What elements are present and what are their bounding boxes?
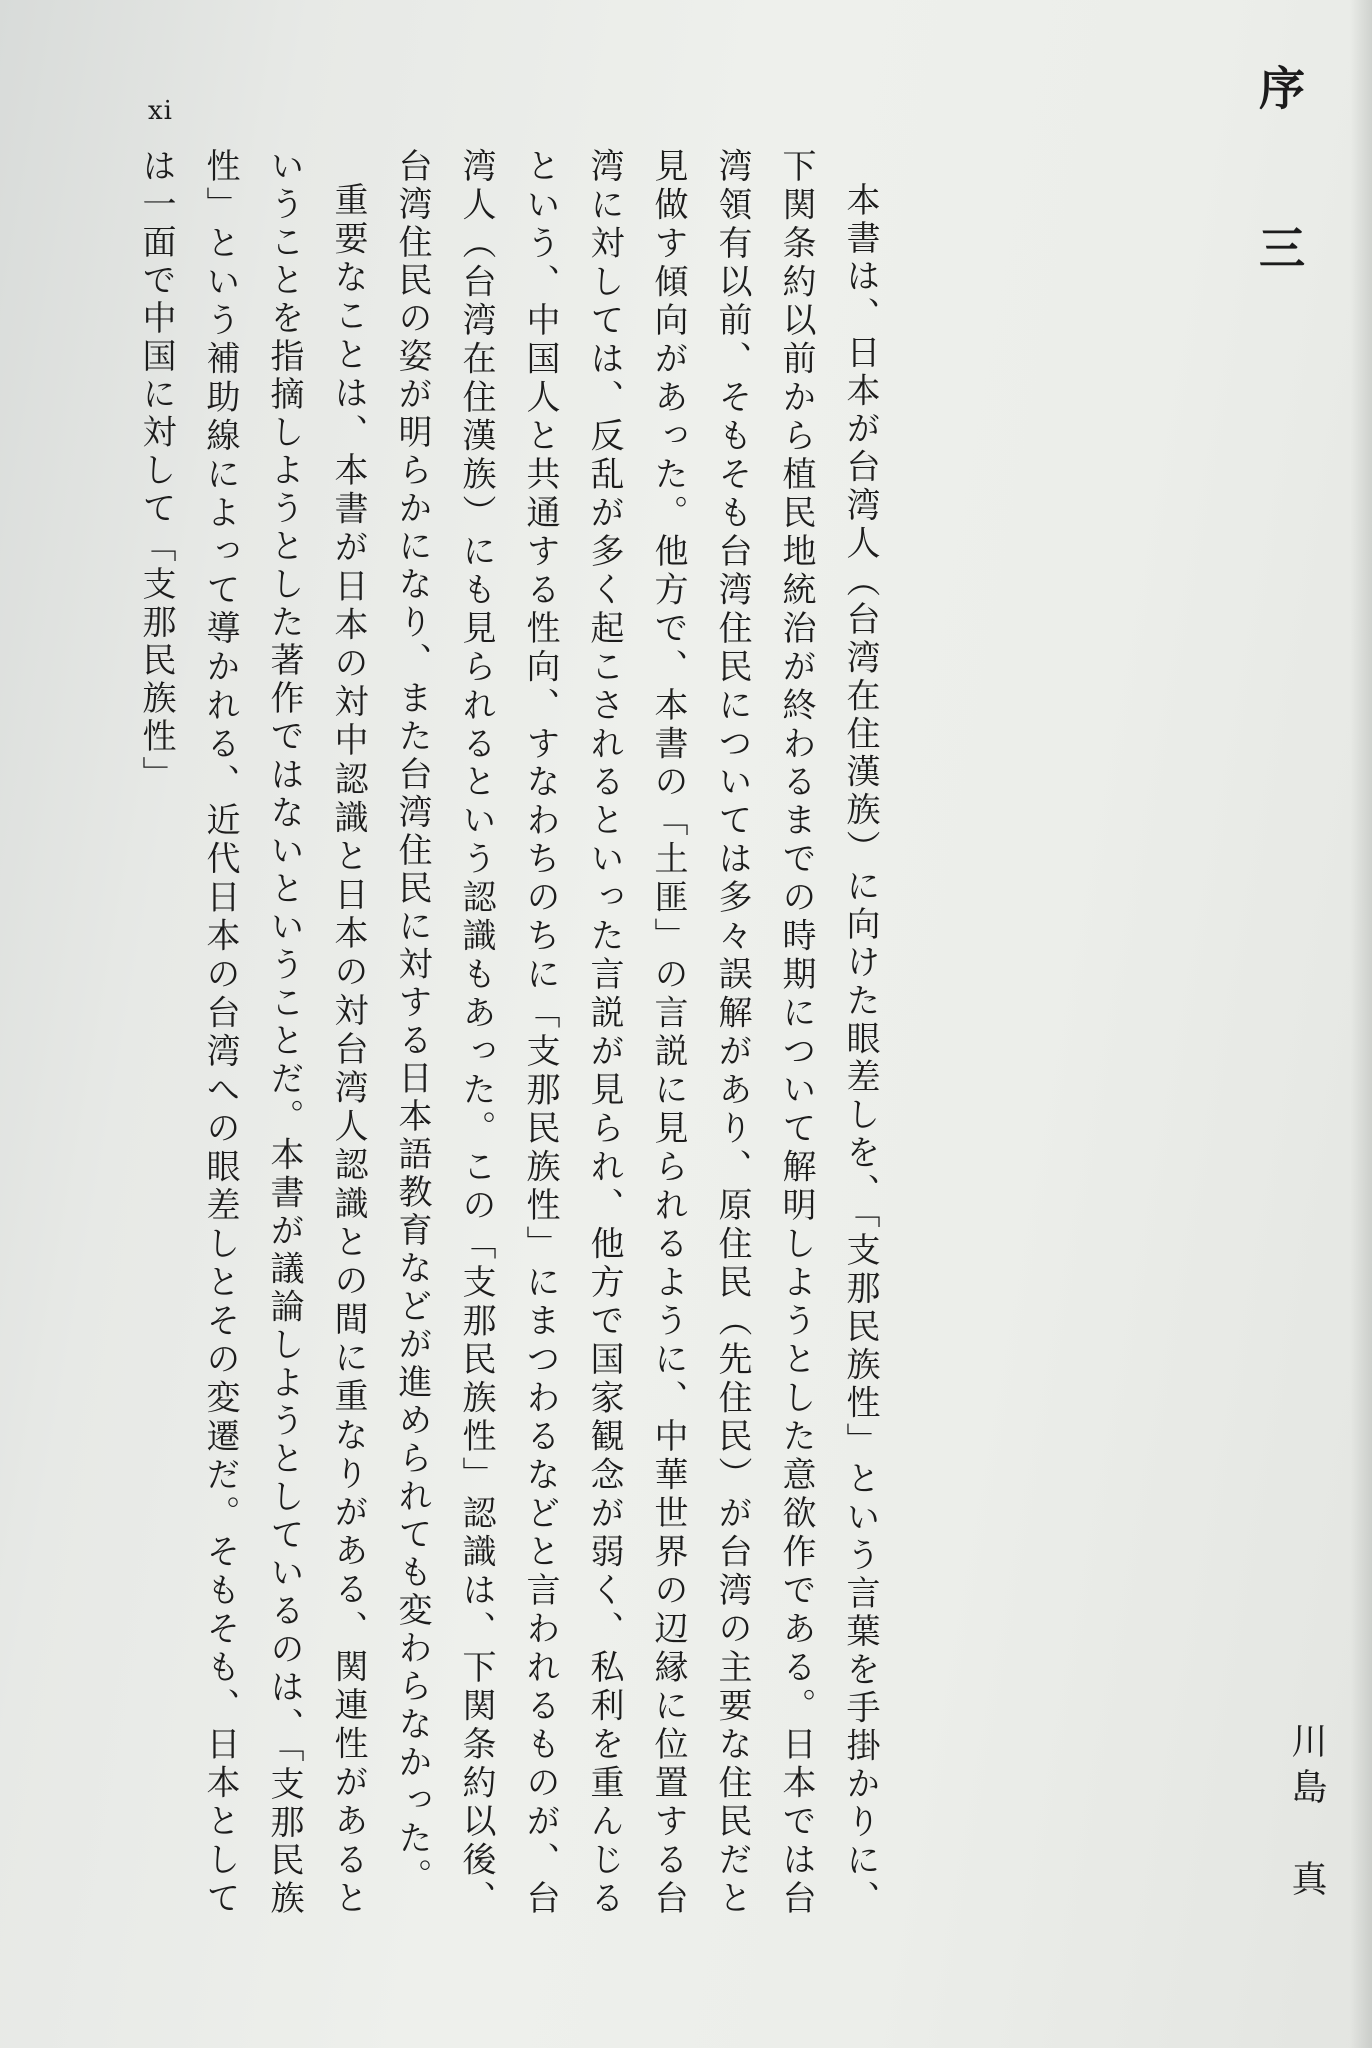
section-title: 序 三	[1252, 64, 1306, 304]
author-name: 川島 真	[1286, 1722, 1327, 1906]
page-number: xi	[148, 96, 173, 126]
body-text	[52, 148, 892, 1918]
paragraph-2: 重要なことは、本書が日本の対中認識と日本の対台湾人認識との間に重なりがある、関連性があるということを指摘しようとした著作ではないということだ。本書が議論しようとしているのは、「支那民族性」という補助線によって導かれる、近代日本の台湾への眼差しとその変遷だ。そもそも、日本としては一面で中国に対して「支那民族性」	[136, 148, 368, 1919]
page-edge-shadow	[1350, 0, 1372, 2048]
paragraph-1: 本書は、日本が台湾人（台湾在住漢族）に向けた眼差しを、「支那民族性」という言葉を手掛かりに、下関条約以前から植民地統治が終わるまでの時期について解明しようとした意欲作である。日本では台湾領有以前、そもそも台湾住民については多々誤解があり、原住民（先住民）が台湾の主要な住民だと見做す傾向があった。他方で、本書の「土匪」の言説に見られるように、中華世界の辺縁に位置する台湾に対しては、反乱が多く起こされるといった言説が見られ、他方で国家観念が弱く、私利を重んじるという、中国人と共通する性向、すなわちのちに「支那民族性」にまつわるなどと言われるものが、台湾人（台湾在住漢族）にも見られるという認識もあった。この「支那民族性」認識は、下関条約以後、台湾住民の姿が明らかになり、また台湾住民に対する日本語教育などが進められても変わらなかった。	[392, 148, 880, 1919]
